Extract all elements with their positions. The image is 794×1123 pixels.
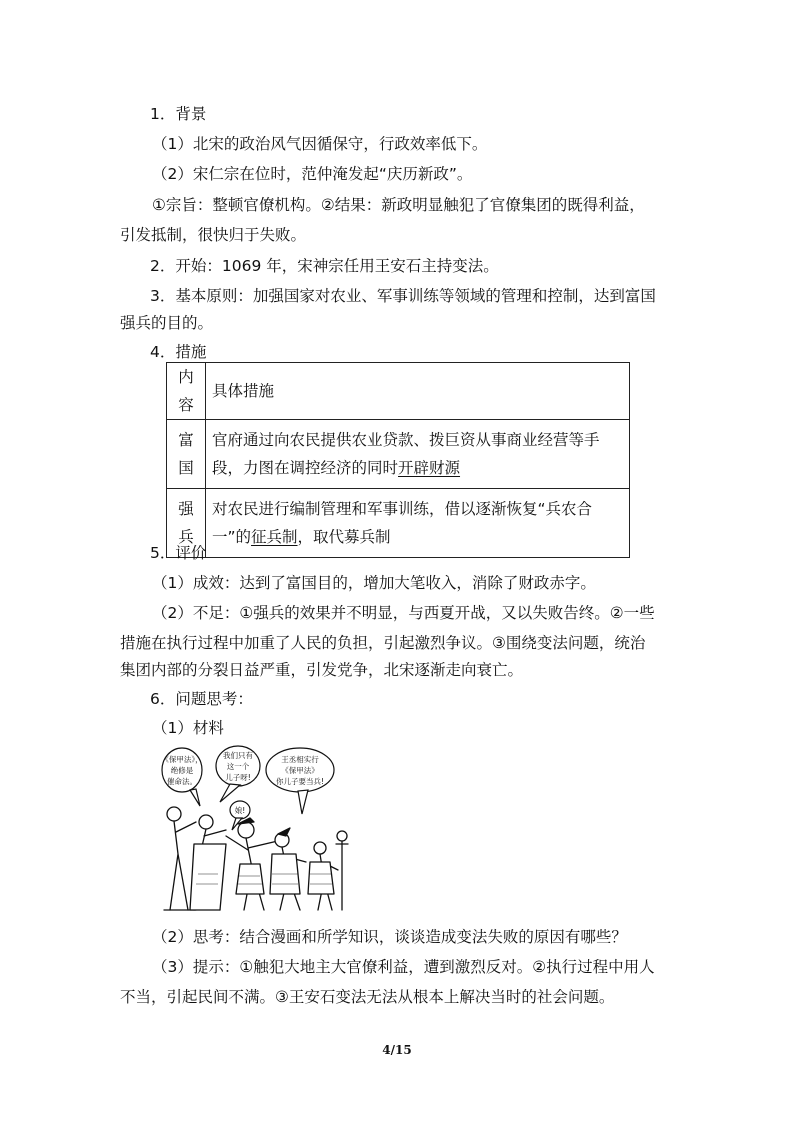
row-line <box>212 454 623 482</box>
row-text: 段，力图在调控经济的同时 <box>212 459 399 477</box>
table-header-measures: 具体措施 <box>206 363 630 420</box>
table-row <box>167 363 630 420</box>
bubble4-line: 你儿子要当兵! <box>275 777 325 786</box>
row-line: 官府通过向农民提供农业贷款、拨巨资从事商业经营等手 <box>212 431 600 449</box>
sec6-p2: （2）思考：结合漫画和所学知识，谈谈造成变法失败的原因有哪些？ <box>152 928 627 946</box>
sec3-a: 3．基本原则：加强国家对农业、军事训练等领域的管理和控制，达到富国 <box>150 287 656 305</box>
sec1-p1: （1）北宋的政治风气因循保守，行政效率低下。 <box>152 135 488 153</box>
sec5-p2c: 集团内部的分裂日益严重，引发党争，北宋逐渐走向衰亡。 <box>120 661 524 679</box>
sec6-p3a: （3）提示：①触犯大地主大官僚利益，遭到激烈反对。②执行过程中用人 <box>152 958 655 976</box>
sec3-b: 强兵的目的。 <box>120 314 214 332</box>
table-header-content: 内容 <box>167 363 206 420</box>
measures-table <box>166 362 630 558</box>
underlined-term: 征兵制 <box>251 528 298 546</box>
underlined-term: 开辟财源 <box>398 459 461 477</box>
sec1-p3b: 引发抵制，很快归于失败。 <box>120 226 307 244</box>
table-row <box>167 420 630 489</box>
table-row <box>167 489 630 558</box>
row-text: ，取代募兵制 <box>297 528 391 546</box>
sec1-heading: 1．背景 <box>150 105 207 123</box>
bubble2-line: 儿子呀! <box>225 773 251 782</box>
row-detail-qiangbing <box>206 489 630 558</box>
row-line: 对农民进行编制管理和军事训练，借以逐渐恢复“兵农合 <box>212 500 593 518</box>
bubble1-line: 《保甲法》， <box>161 755 203 764</box>
page-number: 4/15 <box>382 1043 412 1057</box>
sec5-heading: 5．评价 <box>150 544 207 562</box>
sec6-heading: 6．问题思考： <box>150 690 253 708</box>
row-detail-fuguo <box>206 420 630 489</box>
row-line <box>212 523 623 551</box>
sec5-p2b: 措施在执行过程中加重了人民的负担，引起激烈争议。③围绕变法问题，统治 <box>120 634 646 652</box>
sec6-p1: （1）材料 <box>152 719 224 737</box>
sec6-p3b: 不当，引起民间不满。③王安石变法无法从根本上解决当时的社会问题。 <box>120 988 615 1006</box>
sec1-p3a: ①宗旨：整顿官僚机构。②结果：新政明显触犯了官僚集团的既得利益， <box>152 196 645 214</box>
sec4-heading: 4．措施 <box>150 343 207 361</box>
bubble1-line: 催命法。 <box>167 777 197 786</box>
sec5-p2a: （2）不足：①强兵的效果并不明显，与西夏开战，又以失败告终。②一些 <box>152 604 655 622</box>
bubble4-line: 王丞相实行 <box>281 755 319 764</box>
sec1-p2: （2）宋仁宗在位时，范仲淹发起“庆历新政”。 <box>152 165 473 183</box>
bubble4-line: 《保甲法》 <box>281 766 319 775</box>
bubble1-line: 绝修是 <box>170 766 194 775</box>
bubble2-line: 我们只有 <box>223 751 253 760</box>
row-key-qiangbing: 强兵 <box>167 489 206 558</box>
cartoon-illustration <box>160 744 358 912</box>
sec2-text: 2．开始：1069 年，宋神宗任用王安石主持变法。 <box>150 257 499 275</box>
row-text: 一”的 <box>212 528 252 546</box>
bubble2-line: 这一个 <box>226 762 250 771</box>
sec5-p1: （1）成效：达到了富国目的，增加大笔收入，消除了财政赤字。 <box>152 574 596 592</box>
row-key-fuguo: 富国 <box>167 420 206 489</box>
bubble3-text: 娘! <box>234 806 246 815</box>
